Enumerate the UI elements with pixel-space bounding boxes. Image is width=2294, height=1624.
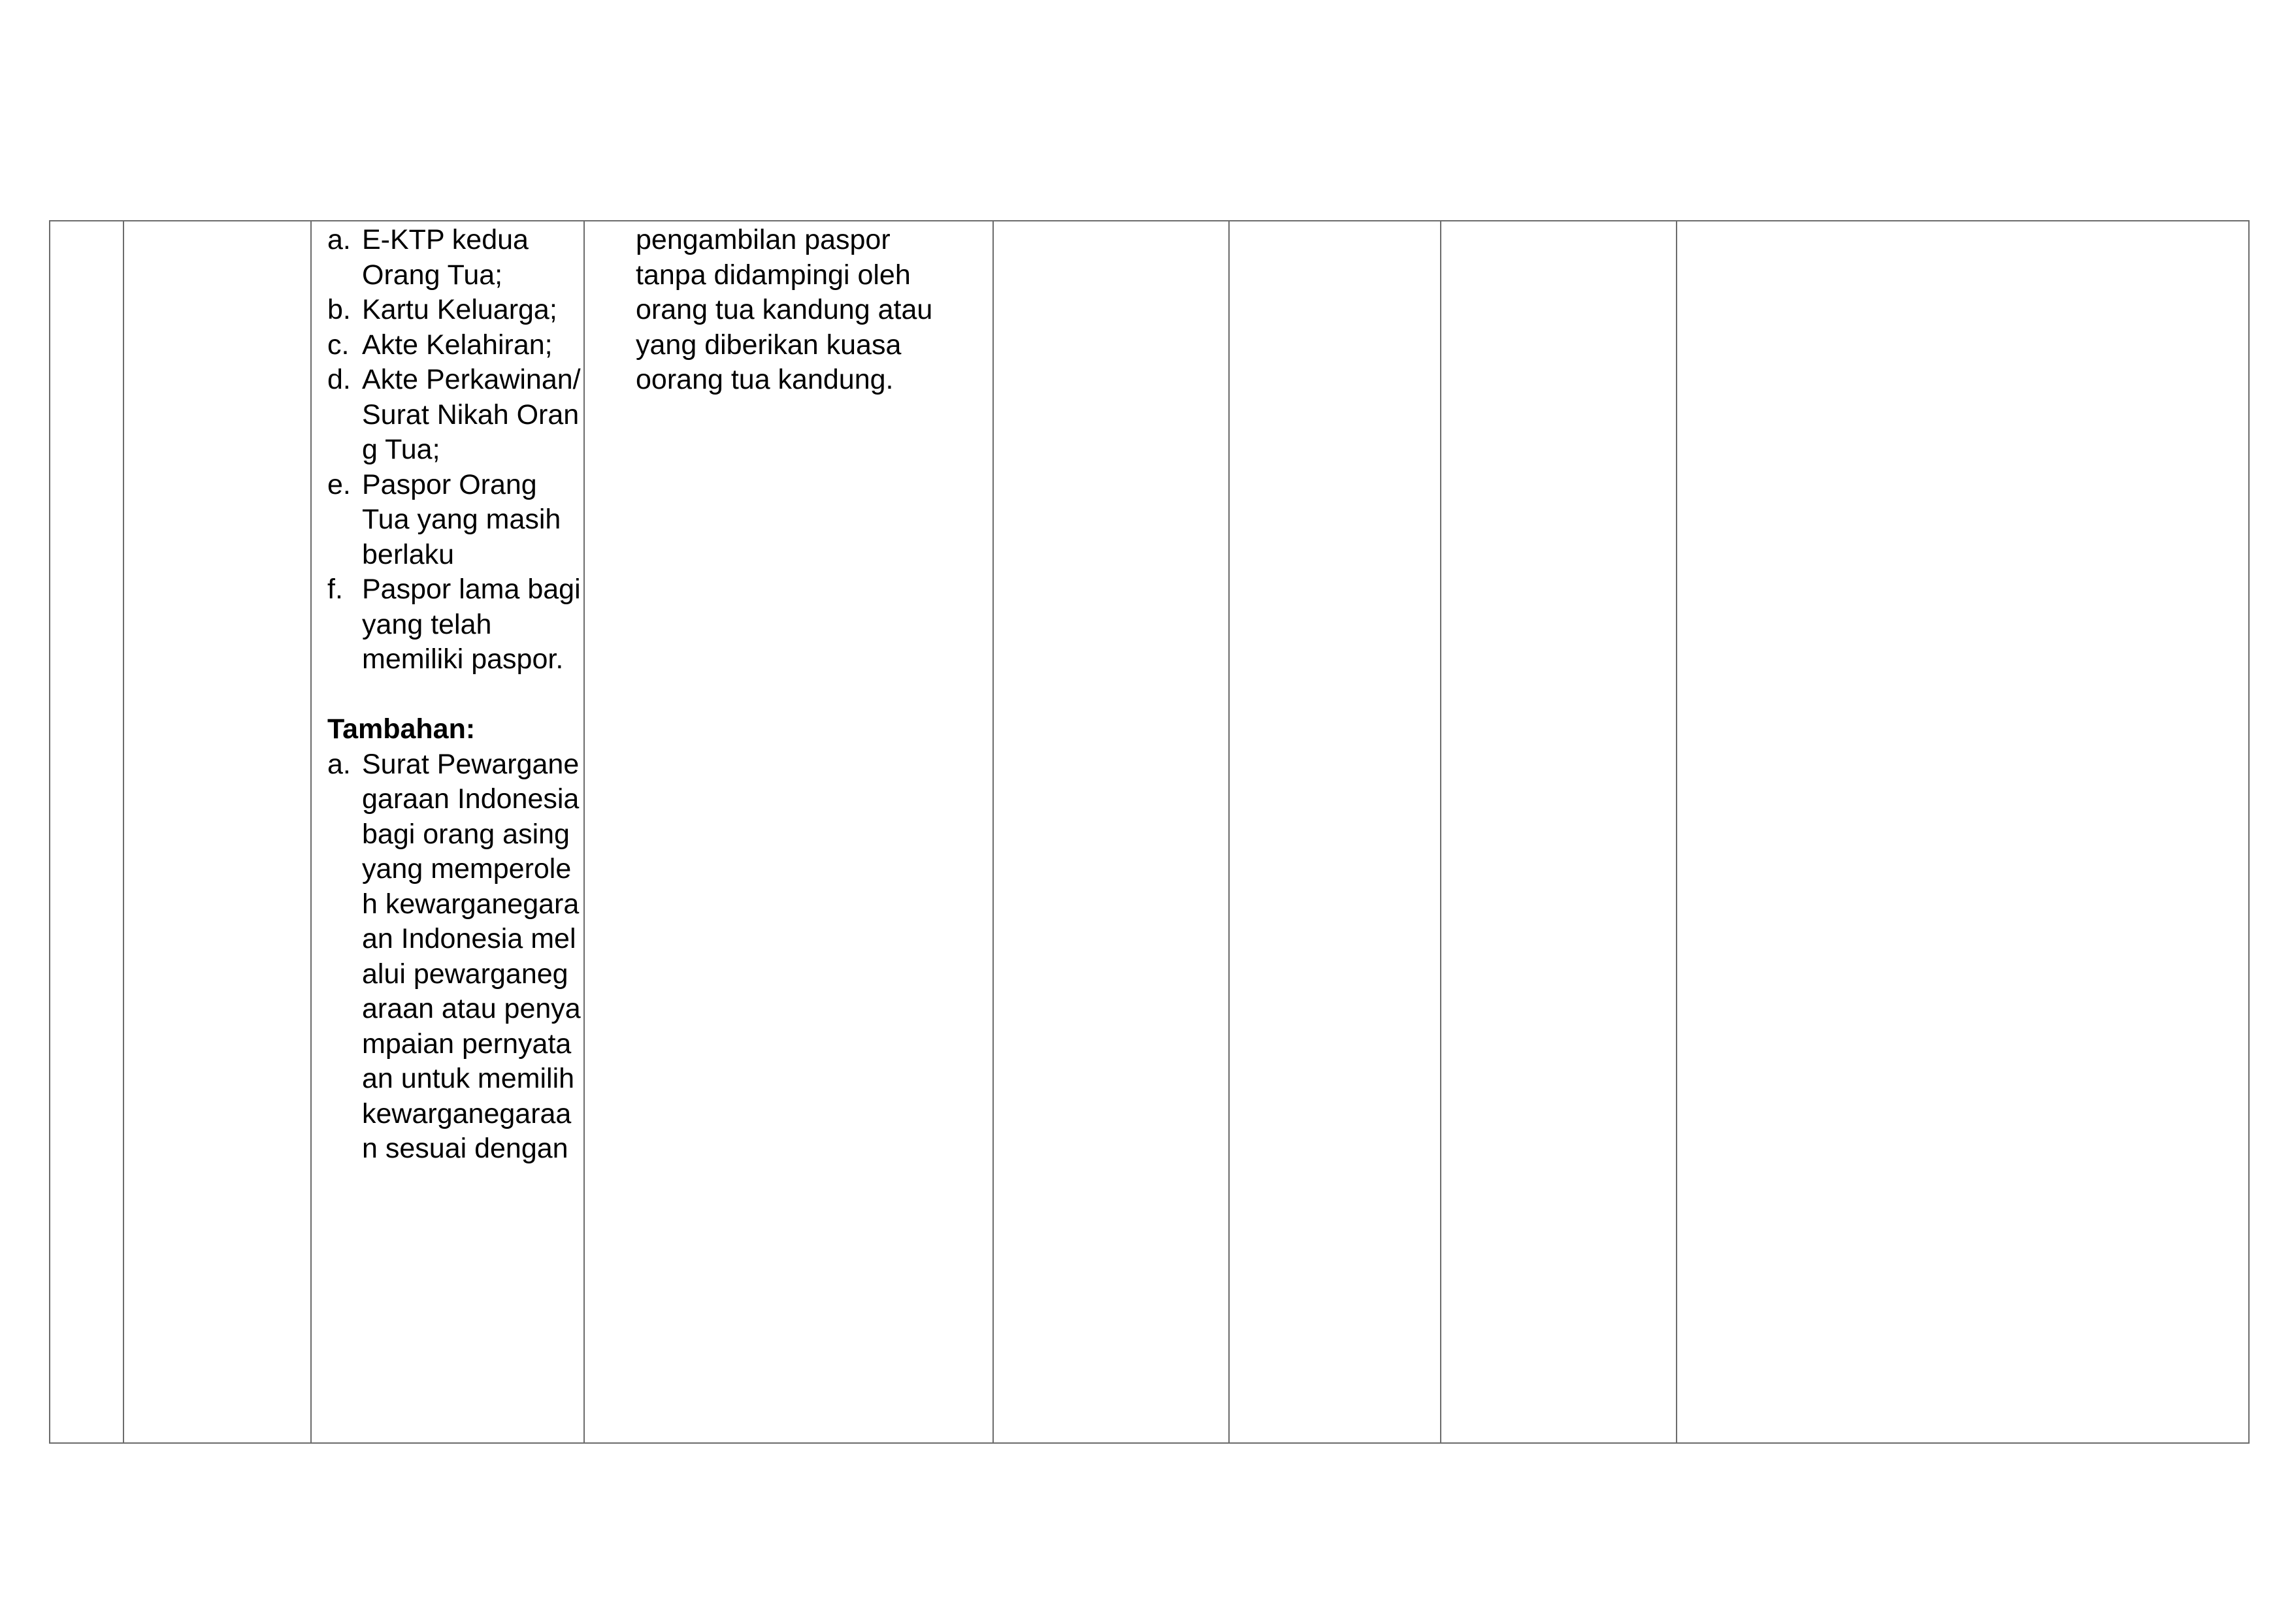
note-line: pengambilan paspor <box>636 224 891 255</box>
empty-cell <box>1441 221 1677 1443</box>
additional-title: Tambahan: <box>327 713 476 745</box>
empty-cell <box>993 221 1229 1443</box>
item-letter: b. <box>327 294 351 325</box>
item-letter: c. <box>327 329 350 361</box>
item-letter: a. <box>327 748 351 780</box>
item-text: Kartu Keluarga; <box>362 294 557 325</box>
additional-item <box>327 747 583 1167</box>
requirement-item <box>327 223 583 293</box>
requirement-item <box>327 293 583 328</box>
item-text: Akte Kelahiran; <box>362 329 553 361</box>
item-letter: f. <box>327 574 343 605</box>
item-letter: a. <box>327 224 351 255</box>
item-text: Akte Perkawinan/Surat Nikah Orang Tua; <box>362 364 581 465</box>
requirement-item <box>327 328 583 363</box>
service-cell <box>123 221 311 1443</box>
note-line: yang diberikan kuasa <box>636 329 902 361</box>
item-letter: e. <box>327 468 351 500</box>
empty-cell <box>1229 221 1441 1443</box>
table-row <box>50 221 2249 1443</box>
note-line: oorang tua kandung. <box>636 364 894 395</box>
item-text: Paspor lama bagi yang telah memiliki paspor. <box>362 574 581 675</box>
item-text: E-KTP kedua Orang Tua; <box>362 224 529 291</box>
number-cell <box>50 221 123 1443</box>
requirement-item <box>327 468 583 573</box>
notes-cell <box>584 221 993 1443</box>
requirement-item <box>327 363 583 468</box>
item-text: Paspor Orang Tua yang masih berlaku <box>362 468 561 570</box>
note-line: orang tua kandung atau <box>636 294 933 325</box>
empty-cell <box>1677 221 2249 1443</box>
requirement-item <box>327 572 583 677</box>
item-letter: d. <box>327 364 351 395</box>
note-line: tanpa didampingi oleh <box>636 259 911 291</box>
item-text: Surat Pewarganegaraan Indonesia bagi orang asing yang memperoleh kewarganegaraan Indonesia melalui pewarganegaraan atau penyampaian pernyataan untuk memilih kewarganegaraan sesuai dengan <box>362 748 581 1164</box>
requirements-table <box>49 220 2250 1444</box>
requirements-cell <box>311 221 584 1443</box>
